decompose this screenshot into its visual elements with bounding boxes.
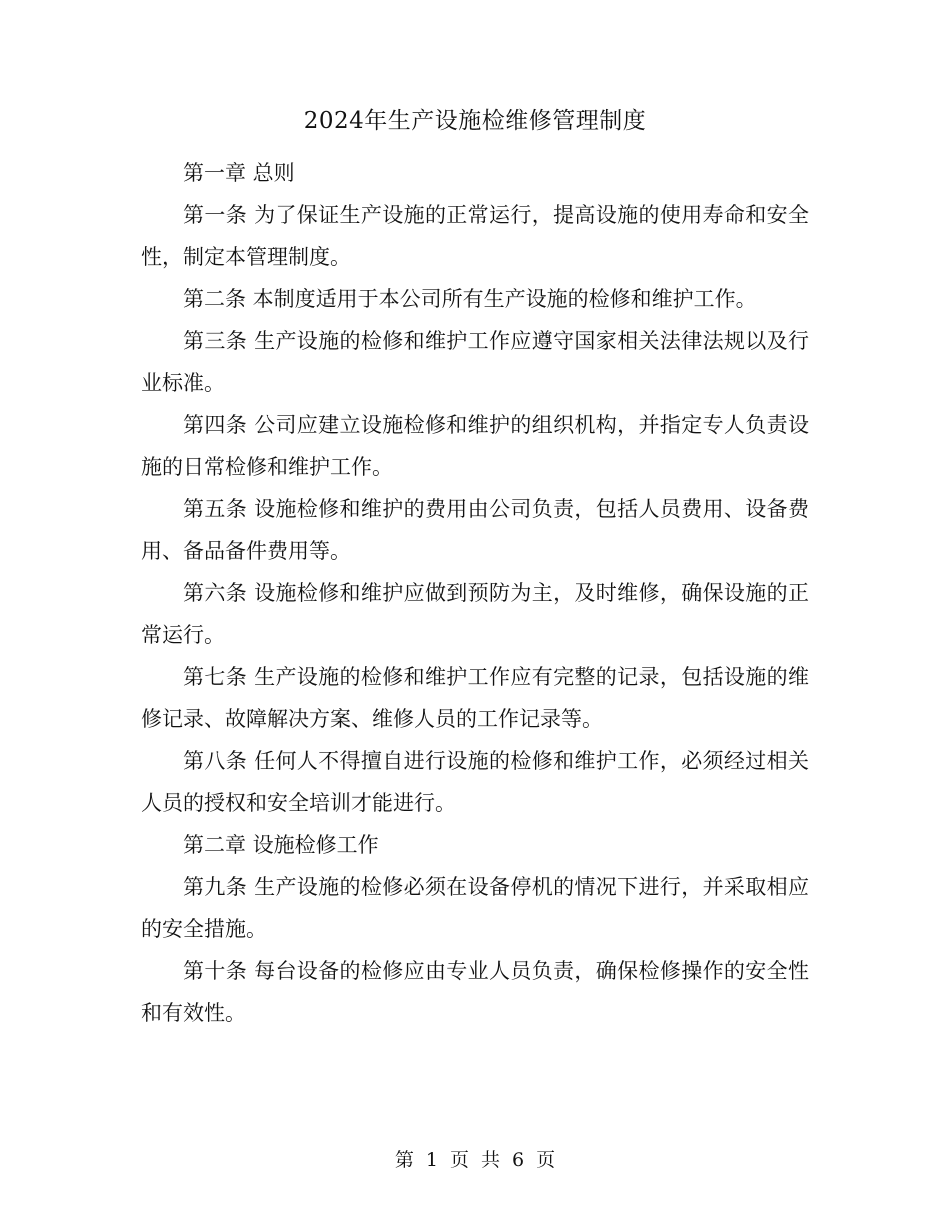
document-body (141, 152, 809, 1034)
article-paragraph: 第九条 生产设施的检修必须在设备停机的情况下进行，并采取相应的安全措施。 (141, 875, 809, 941)
article-paragraph: 第八条 任何人不得擅自进行设施的检修和维护工作，必须经过相关人员的授权和安全培训才能进行。 (141, 749, 809, 815)
page-number-footer: 第 1 页 共 6 页 (394, 1149, 556, 1171)
article-paragraph: 第十条 每台设备的检修应由专业人员负责，确保检修操作的安全性和有效性。 (141, 959, 809, 1025)
article-paragraph: 第五条 设施检修和维护的费用由公司负责，包括人员费用、设备费用、备品备件费用等。 (141, 497, 809, 563)
article-paragraph: 第一条 为了保证生产设施的正常运行，提高设施的使用寿命和安全性，制定本管理制度。 (141, 203, 809, 269)
article-paragraph: 第六条 设施检修和维护应做到预防为主，及时维修，确保设施的正常运行。 (141, 581, 809, 647)
article-paragraph: 第四条 公司应建立设施检修和维护的组织机构，并指定专人负责设施的日常检修和维护工作。 (141, 413, 809, 479)
article-paragraph: 第七条 生产设施的检修和维护工作应有完整的记录，包括设施的维修记录、故障解决方案、维修人员的工作记录等。 (141, 665, 809, 731)
document-title: 2024年生产设施检维修管理制度 (303, 108, 647, 134)
chapter-heading: 第一章 总则 (183, 161, 295, 185)
article-paragraph: 第三条 生产设施的检修和维护工作应遵守国家相关法律法规以及行业标准。 (141, 329, 809, 395)
article-paragraph: 第二条 本制度适用于本公司所有生产设施的检修和维护工作。 (183, 287, 757, 311)
chapter-heading: 第二章 设施检修工作 (183, 833, 379, 857)
